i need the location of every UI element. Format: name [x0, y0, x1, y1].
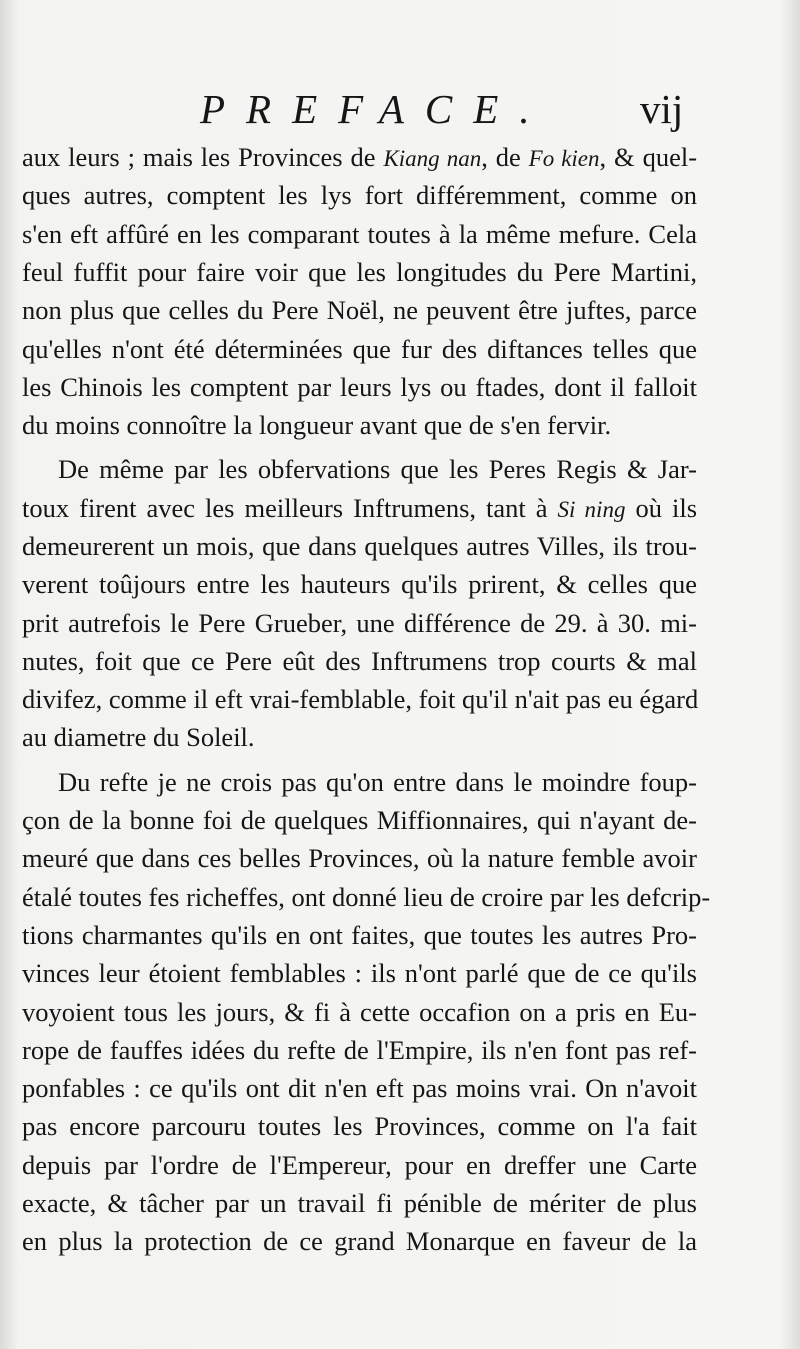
text-segment: toux firent avec les meilleurs Inftrumens, tant à — [22, 493, 558, 523]
text-line — [22, 1147, 697, 1183]
text-line — [22, 681, 697, 717]
text-line — [22, 254, 697, 290]
text-line — [22, 1185, 697, 1221]
text-segment: pas encore parcouru toutes les Provinces, comme on l'a fait — [22, 1111, 697, 1141]
text-segment: s'en eft affûré en les comparant toutes à la même mefure. Cela — [22, 219, 697, 249]
text-segment: non plus que celles du Pere Noël, ne peuvent être juftes, parce — [22, 295, 697, 325]
text-segment: De même par les obfervations que les Peres Regis & Jar- — [58, 454, 697, 484]
text-line — [22, 879, 711, 915]
text-line — [22, 719, 697, 755]
text-line — [22, 605, 697, 641]
text-line — [22, 331, 697, 367]
text-segment: du moins connoître la longueur avant que de s'en fervir. — [22, 410, 612, 440]
text-line — [22, 955, 697, 991]
place-name: Si ning — [557, 497, 626, 522]
text-line — [22, 216, 697, 252]
text-segment: où ils — [625, 493, 698, 523]
text-line — [22, 802, 697, 838]
running-title: PREFACE. — [200, 86, 551, 132]
text-line — [22, 490, 697, 526]
text-segment: Du refte je ne crois pas qu'on entre dans le moindre foup- — [58, 767, 697, 797]
text-segment: qu'elles n'ont été déterminées que fur des diftances telles que — [22, 334, 697, 364]
text-line — [22, 1070, 697, 1106]
page-number: vij — [640, 86, 684, 132]
text-segment: depuis par l'ordre de l'Empereur, pour en dreffer une Carte — [22, 1150, 697, 1180]
text-segment: prit autrefois le Pere Grueber, une différence de 29. à 30. mi- — [22, 608, 697, 638]
text-line — [22, 1032, 697, 1068]
text-segment: ponfables : ce qu'ils ont dit n'en eft pas moins vrai. On n'avoit — [22, 1073, 697, 1103]
text-line — [22, 994, 697, 1030]
text-segment: vinces leur étoient femblables : ils n'ont parlé que de ce qu'ils — [22, 958, 697, 988]
text-segment: tions charmantes qu'ils en ont faites, que toutes les autres Pro- — [22, 920, 697, 950]
text-segment: çon de la bonne foi de quelques Miffionnaires, qui n'ayant de- — [22, 805, 697, 835]
text-line — [58, 764, 697, 800]
text-segment: , de — [481, 142, 529, 172]
text-segment: nutes, foit que ce Pere eût des Inftrumens trop courts & mal — [22, 646, 697, 676]
text-segment: en plus la protection de ce grand Monarque en faveur de la — [22, 1226, 697, 1256]
text-line — [22, 643, 697, 679]
text-segment: voyoient tous les jours, & fi à cette occafion on a pris en Eu- — [22, 997, 697, 1027]
text-line — [22, 1108, 697, 1144]
place-name: Fo kien — [528, 146, 600, 171]
text-line — [22, 407, 697, 443]
text-segment: verent toûjours entre les hauteurs qu'ils prirent, & celles que — [22, 569, 697, 599]
text-line — [22, 566, 697, 602]
text-line — [22, 177, 697, 213]
text-line — [22, 917, 697, 953]
text-line — [58, 451, 697, 487]
text-segment: exacte, & tâcher par un travail fi pénible de mériter de plus — [22, 1188, 697, 1218]
text-segment: étalé toutes fes richeffes, ont donné lieu de croire par les defcrip- — [22, 882, 711, 912]
text-line — [22, 139, 697, 175]
text-line — [22, 528, 697, 564]
text-segment: aux leurs ; mais les Provinces de — [22, 142, 384, 172]
text-segment: meuré que dans ces belles Provinces, où la nature femble avoir — [22, 843, 697, 873]
text-line — [22, 369, 697, 405]
text-segment: , & quel- — [599, 142, 698, 172]
text-segment: rope de fauffes idées du refte de l'Empire, ils n'en font pas ref- — [22, 1035, 697, 1065]
text-segment: les Chinois les comptent par leurs lys ou ftades, dont il falloit — [22, 372, 697, 402]
text-segment: divifez, comme il eft vrai-femblable, foit qu'il n'ait pas eu égard — [22, 684, 699, 714]
place-name: Kiang nan — [383, 146, 482, 171]
text-line — [22, 840, 697, 876]
page-header — [0, 85, 800, 135]
text-segment: au diametre du Soleil. — [22, 722, 255, 752]
text-segment: feul fuffit pour faire voir que les longitudes du Pere Martini, — [22, 257, 697, 287]
text-segment: demeurerent un mois, que dans quelques autres Villes, ils trou- — [22, 531, 697, 561]
text-line — [22, 1223, 697, 1259]
text-segment: ques autres, comptent les lys fort différemment, comme on — [22, 180, 697, 210]
text-line — [22, 292, 697, 328]
